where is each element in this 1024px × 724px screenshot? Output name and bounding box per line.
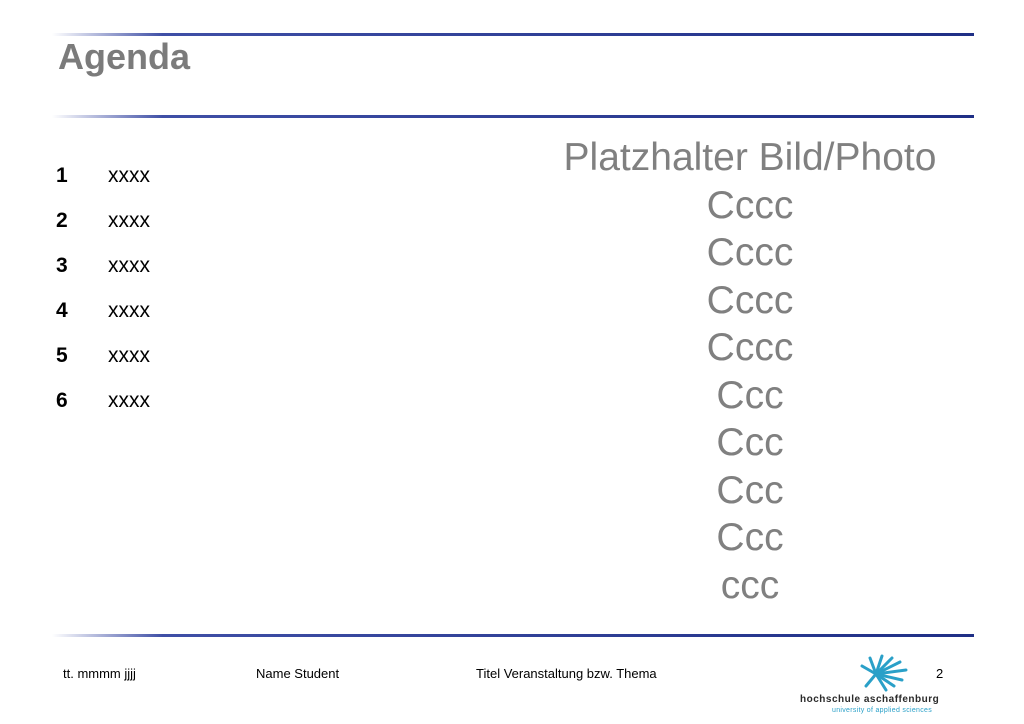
- agenda-item: [56, 198, 150, 243]
- agenda-number: 4: [56, 298, 68, 322]
- agenda-text: xxxx: [108, 163, 150, 187]
- agenda-text: xxxx: [108, 343, 150, 367]
- agenda-item: [56, 153, 150, 198]
- slide-title: Agenda: [58, 36, 191, 77]
- footer-student-name: Name Student: [256, 666, 340, 681]
- placeholder-line: Ccc: [716, 373, 784, 417]
- agenda-item: [56, 333, 150, 378]
- agenda-item: [56, 378, 150, 423]
- placeholder-line: Cccc: [706, 183, 794, 227]
- agenda-item: [56, 288, 150, 333]
- agenda-text: xxxx: [108, 253, 150, 277]
- agenda-number: 1: [56, 163, 68, 187]
- top-rule: [52, 33, 974, 36]
- placeholder-line: Ccc: [716, 468, 784, 512]
- agenda-number: 3: [56, 253, 68, 277]
- placeholder-line: Cccc: [706, 326, 794, 369]
- logo-wordmark: hochschule aschaffenburg: [800, 694, 940, 705]
- agenda-item: [56, 243, 150, 288]
- placeholder-line: Cccc: [706, 278, 794, 322]
- image-placeholder: [520, 134, 980, 609]
- footer-topic: Titel Veranstaltung bzw. Thema: [476, 666, 657, 681]
- placeholder-line: Platzhalter Bild/Photo: [563, 136, 937, 179]
- agenda-text: xxxx: [108, 298, 150, 322]
- agenda-text: xxxx: [108, 388, 150, 412]
- agenda-number: 2: [56, 208, 68, 232]
- title-underline-rule: [52, 115, 974, 118]
- agenda-list: [56, 153, 150, 423]
- footer-rule: [52, 634, 974, 637]
- placeholder-line: ccc: [720, 563, 780, 607]
- page-number: 2: [936, 666, 944, 681]
- footer-date: tt. mmmm jjjj: [63, 666, 136, 681]
- agenda-text: xxxx: [108, 208, 150, 232]
- logo-subtitle: university of applied sciences: [832, 707, 933, 714]
- agenda-number: 5: [56, 343, 68, 367]
- placeholder-line: Ccc: [716, 516, 784, 559]
- placeholder-line: Cccc: [706, 231, 794, 274]
- placeholder-line: Ccc: [716, 421, 784, 464]
- agenda-number: 6: [56, 388, 68, 412]
